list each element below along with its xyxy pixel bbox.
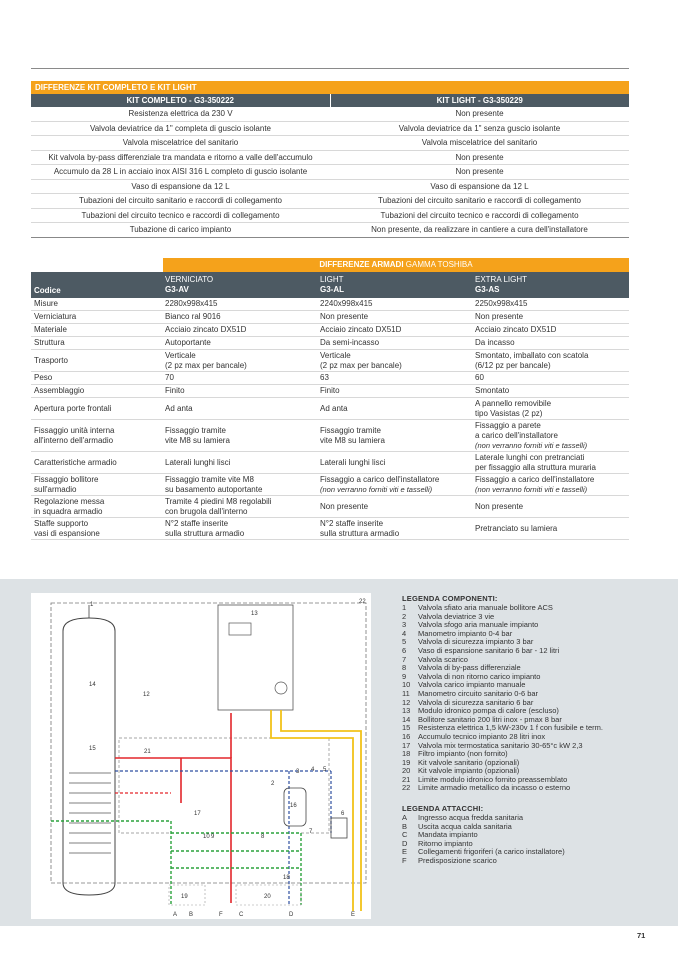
label-22: 22 xyxy=(359,599,366,605)
legend-item-key: 20 xyxy=(402,766,411,776)
connection-f: F xyxy=(219,912,223,918)
cell-line: Da incasso xyxy=(475,338,515,347)
row-label xyxy=(31,404,163,414)
legend-item-text: Valvola di sicurezza impianto 3 bar xyxy=(418,637,534,647)
top-rule xyxy=(31,68,629,69)
column-header-kit-completo: KIT COMPLETO - G3-350222 xyxy=(31,94,331,107)
table-row xyxy=(31,107,629,122)
connection-c: C xyxy=(239,912,244,918)
legend-item-key: 19 xyxy=(402,757,411,767)
legend-item-text: Manometro impianto 0-4 bar xyxy=(418,628,513,638)
legend-item-text: Limite modulo idronico fornito preassemblato xyxy=(418,774,568,784)
row-label xyxy=(31,475,163,495)
label-5: 5 xyxy=(323,767,327,773)
cell-line: Laterali lunghi lisci xyxy=(320,457,386,467)
row-label xyxy=(31,325,163,335)
cell-line: A pannello removibile xyxy=(475,398,552,408)
table-row xyxy=(31,398,629,420)
table-cell: Non presente, da realizzare in cantiere a cura dell'installatore xyxy=(371,225,588,234)
label-1: 1 xyxy=(90,602,94,608)
row-label-line: Staffe supporto xyxy=(34,518,89,528)
row-label-line: Misure xyxy=(34,299,59,308)
cell-line: per fissaggio alla struttura muraria xyxy=(475,462,596,472)
label-3: 3 xyxy=(296,769,300,775)
table-cell xyxy=(473,475,629,495)
legend-item-key: 13 xyxy=(402,706,411,716)
legend-item-key: 6 xyxy=(402,645,407,655)
legend-item-key: 22 xyxy=(402,783,411,793)
legend-item-key: 4 xyxy=(402,628,407,638)
table-cell xyxy=(163,373,318,383)
legend-item-text: Accumulo tecnico impianto 28 litri inox xyxy=(418,731,546,741)
table-cell: Tubazione di carico impianto xyxy=(129,225,232,234)
table-row xyxy=(31,136,629,151)
table-cell xyxy=(318,519,473,539)
table-cell: Vaso di espansione da 12 L xyxy=(131,181,230,191)
table-cell xyxy=(163,351,318,371)
legend-item-key: 21 xyxy=(402,774,411,784)
cell-line: Non presente xyxy=(320,312,369,321)
table-cell xyxy=(163,338,318,348)
legend-item-key: 16 xyxy=(402,731,411,741)
row-label-line: sull'armadio xyxy=(34,484,77,494)
legend-item-key: F xyxy=(402,856,407,866)
connection-b: B xyxy=(189,912,194,918)
legend-item-text: Valvola carico impianto manuale xyxy=(418,680,526,690)
legend-item-text: Valvola di by-pass differenziale xyxy=(418,663,521,673)
legend-components-title: LEGENDA COMPONENTI: xyxy=(402,594,498,603)
cell-line: Fissaggio a carico dell'installatore xyxy=(320,474,440,484)
table-cell xyxy=(318,351,473,371)
table-cell: Kit valvola by-pass differenziale tra mandata e ritorno a valle dell'accumulo xyxy=(48,152,313,162)
legend-item-text: Resistenza elettrica 1,5 kW-230v 1 f con fusibile e term. xyxy=(418,723,603,733)
table-cell xyxy=(318,426,473,446)
legend-item-text: Kit valvole impianto (opzionali) xyxy=(418,766,520,776)
table-cell xyxy=(163,497,318,517)
cell-line: (2 pz max per bancale) xyxy=(165,360,247,370)
label-16: 16 xyxy=(290,803,297,809)
legend-item-text: Valvola scarico xyxy=(418,654,468,664)
table-cell: Tubazioni del circuito sanitario e raccordi di collegamento xyxy=(79,196,282,205)
row-label xyxy=(31,386,163,396)
label-15: 15 xyxy=(89,746,96,752)
table-header-row xyxy=(31,94,629,107)
cell-line: Fissaggio tramite xyxy=(320,425,381,435)
row-label xyxy=(31,338,163,348)
kit-differences-table xyxy=(31,81,629,238)
cell-line: Bianco ral 9016 xyxy=(165,312,221,321)
legend-item xyxy=(402,857,672,866)
cell-line: Non presente xyxy=(320,501,369,511)
label-6: 6 xyxy=(341,811,345,817)
legend-item-key: 11 xyxy=(402,688,410,698)
column-header-codice: Codice xyxy=(34,286,61,295)
label-14: 14 xyxy=(89,682,96,688)
row-label-line: Trasporto xyxy=(34,355,68,365)
cell-line: Ad anta xyxy=(165,403,193,413)
table-cell: Tubazioni del circuito sanitario e raccordi di collegamento xyxy=(378,196,581,205)
cell-line: 63 xyxy=(320,373,329,382)
row-label-line: Assemblaggio xyxy=(34,386,85,395)
column-header-light: LIGHT G3-AL xyxy=(320,275,344,294)
cell-line: 2240x998x415 xyxy=(320,299,373,308)
cell-line: Finito xyxy=(165,386,185,395)
legend-item-text: Valvola di sicurezza sanitario 6 bar xyxy=(418,697,534,707)
legend-item-text: Ritorno impianto xyxy=(418,838,473,848)
label-8: 8 xyxy=(261,834,265,840)
cell-line: 60 xyxy=(475,373,484,382)
row-label-line: Fissaggio unità interna xyxy=(34,425,115,435)
table-cell: Non presente xyxy=(455,109,504,118)
cell-line: a carico dell'installatore xyxy=(475,430,558,440)
legend-item-text: Mandata impianto xyxy=(418,830,478,840)
cell-line: Fissaggio a parete xyxy=(475,420,541,430)
cell-line: Ad anta xyxy=(320,403,348,413)
heating-coil xyxy=(69,773,111,853)
table-cell xyxy=(318,404,473,414)
connection-a: A xyxy=(173,912,178,918)
table-cell xyxy=(473,299,629,309)
row-label-line: Materiale xyxy=(34,325,67,334)
cell-line: Finito xyxy=(320,386,340,395)
label-7: 7 xyxy=(309,829,313,835)
pipe-flow-red xyxy=(115,713,231,903)
table-cell xyxy=(473,524,629,534)
table-cell xyxy=(318,502,473,512)
cabinet-limit xyxy=(51,603,366,883)
row-label-line: Apertura porte frontali xyxy=(34,403,112,413)
cell-line: 70 xyxy=(165,373,174,382)
dhw-tank xyxy=(63,618,115,895)
row-label-line: Fissaggio bollitore xyxy=(34,474,99,484)
cell-line: Pretranciato su lamiera xyxy=(475,523,558,533)
row-label xyxy=(31,519,163,539)
legend xyxy=(402,594,672,866)
cell-line: (non verranno forniti viti e tasselli) xyxy=(475,484,588,494)
legend-item-text: Valvola sfiato aria manuale bollitore ACS xyxy=(418,603,553,612)
legend-item-key: 3 xyxy=(402,620,407,630)
table-row xyxy=(31,209,629,224)
legend-item-text: Kit valvole sanitario (opzionali) xyxy=(418,757,520,767)
row-label xyxy=(31,426,163,446)
table-cell xyxy=(163,325,318,335)
table-row xyxy=(31,337,629,350)
legend-item-key: 5 xyxy=(402,637,407,647)
table-cell xyxy=(163,386,318,396)
legend-item-key: E xyxy=(402,847,408,857)
legend-item-text: Collegamenti frigoriferi (a carico installatore) xyxy=(418,847,565,857)
cell-line: N°2 staffe inserite xyxy=(320,518,384,528)
table-cell: Non presente xyxy=(455,167,504,176)
row-label-line: vasi di espansione xyxy=(34,528,100,538)
cell-line: Tramite 4 piedini M8 regolabili xyxy=(165,496,272,506)
label-12: 12 xyxy=(143,692,150,698)
row-label-line: all'interno dell'armadio xyxy=(34,435,114,445)
cell-line: Fissaggio tramite xyxy=(165,425,226,435)
table-cell xyxy=(163,519,318,539)
cell-line: sulla struttura armadio xyxy=(165,528,245,538)
cell-line: Acciaio zincato DX51D xyxy=(320,325,402,334)
cell-line: 2280x998x415 xyxy=(165,299,218,308)
label-2: 2 xyxy=(271,781,275,787)
cell-line: Smontato xyxy=(475,386,510,395)
legend-item-key: D xyxy=(402,838,408,848)
legend-item-key: B xyxy=(402,821,408,831)
cell-line: Laterali lunghi lisci xyxy=(165,457,231,467)
row-label-line: Regolazione messa xyxy=(34,496,105,506)
legend-item-text: Valvola deviatrice 3 vie xyxy=(418,611,495,621)
row-label xyxy=(31,299,163,309)
table-cell xyxy=(473,338,629,348)
table-cell xyxy=(318,458,473,468)
cell-line: (non verranno forniti viti e tasselli) xyxy=(475,440,588,450)
table-row xyxy=(31,372,629,385)
row-label-line: in squadra armadio xyxy=(34,506,103,516)
label-17: 17 xyxy=(194,811,201,817)
table-cell xyxy=(473,399,629,419)
table-cell: Valvola deviatrice da 1" senza guscio isolante xyxy=(398,123,561,133)
table-row xyxy=(31,311,629,324)
legend-item-key: 2 xyxy=(402,611,407,621)
legend-item-text: Ingresso acqua fredda sanitaria xyxy=(418,813,524,823)
legend-item-key: 10 xyxy=(402,680,411,690)
row-label xyxy=(31,356,163,366)
cell-line: sulla struttura armadio xyxy=(320,528,400,538)
label-19: 19 xyxy=(181,894,188,900)
legend-item-text: Uscita acqua calda sanitaria xyxy=(418,821,512,831)
table-row xyxy=(31,420,629,452)
table-cell xyxy=(473,312,629,322)
cell-line: Fissaggio tramite vite M8 xyxy=(165,474,254,484)
table-cell xyxy=(163,312,318,322)
legend-item-key: C xyxy=(402,830,408,840)
label-18: 18 xyxy=(283,875,290,881)
legend-item-key: 18 xyxy=(402,749,411,759)
table-cell xyxy=(163,299,318,309)
legend-item-key: 9 xyxy=(402,671,407,681)
table-row xyxy=(31,122,629,137)
connection-d: D xyxy=(289,912,294,918)
table-cell: Valvola deviatrice da 1" completa di guscio isolante xyxy=(89,123,271,133)
table-cell: Non presente xyxy=(455,152,504,162)
cell-line: vite M8 su lamiera xyxy=(165,435,230,445)
table-cell xyxy=(163,475,318,495)
table-cell xyxy=(163,404,318,414)
label-9: 9 xyxy=(211,834,215,840)
table-cell: Valvola miscelatrice del sanitario xyxy=(421,138,538,147)
legend-item-key: 7 xyxy=(402,654,407,664)
table-cell: Resistenza elettrica da 230 V xyxy=(128,109,233,118)
cell-line: (2 pz max per bancale) xyxy=(320,360,402,370)
table-title: DIFFERENZE KIT COMPLETO E KIT LIGHT xyxy=(31,81,629,94)
legend-item xyxy=(402,784,672,793)
row-label xyxy=(31,312,163,322)
table-cell: Tubazioni del circuito tecnico e raccordi di collegamento xyxy=(380,210,579,220)
table-cell: Accumulo da 28 L in acciaio inox AISI 316 L completo di guscio isolante xyxy=(53,167,308,176)
cell-line: Non presente xyxy=(475,312,524,321)
table-cell xyxy=(318,312,473,322)
row-label xyxy=(31,458,163,468)
column-header-verniciato: VERNICIATO G3-AV xyxy=(165,275,214,294)
legend-item-key: 17 xyxy=(402,740,411,750)
row-label-line: Peso xyxy=(34,373,53,382)
table-cell xyxy=(163,426,318,446)
table-row xyxy=(31,350,629,372)
table-cell xyxy=(318,325,473,335)
label-4: 4 xyxy=(311,767,315,773)
row-label xyxy=(31,373,163,383)
table-cell xyxy=(473,386,629,396)
row-label xyxy=(31,497,163,517)
legend-item-key: 14 xyxy=(402,714,411,724)
table-cell xyxy=(473,373,629,383)
table-row xyxy=(31,496,629,518)
hydraulic-schematic xyxy=(31,593,371,919)
table-row xyxy=(31,180,629,195)
table-cell xyxy=(473,421,629,451)
label-13: 13 xyxy=(251,611,258,617)
table-cell: Vaso di espansione da 12 L xyxy=(430,181,529,191)
cell-line: Autoportante xyxy=(165,338,211,347)
legend-connections-title: LEGENDA ATTACCHI: xyxy=(402,804,484,814)
table-row xyxy=(31,324,629,337)
cell-line: Fissaggio a carico dell'installatore xyxy=(475,474,595,484)
table-cell xyxy=(318,386,473,396)
legend-item-text: Vaso di espansione sanitario 6 bar - 12 litri xyxy=(418,645,560,655)
table-cell: Valvola miscelatrice del sanitario xyxy=(122,138,239,147)
table-cell xyxy=(318,299,473,309)
table-cell xyxy=(473,502,629,512)
legend-item-key: 8 xyxy=(402,663,407,673)
label-10: 10 xyxy=(203,834,210,840)
legend-item-key: 1 xyxy=(402,603,407,612)
cell-line: (6/12 pz per bancale) xyxy=(475,360,551,370)
label-21: 21 xyxy=(144,749,151,755)
cell-line: 2250x998x415 xyxy=(475,299,528,308)
row-label-line: Caratteristiche armadio xyxy=(34,457,117,467)
table-row xyxy=(31,474,629,496)
table-cell xyxy=(473,351,629,371)
legend-item-text: Valvola sfogo aria manuale impianto xyxy=(418,620,539,630)
table-cell xyxy=(318,475,473,495)
table-cell xyxy=(318,373,473,383)
legend-item-text: Modulo idronico pompa di calore (escluso) xyxy=(418,706,559,716)
cell-line: Non presente xyxy=(475,501,524,511)
cell-line: (non verranno forniti viti e tasselli) xyxy=(320,484,433,494)
table-row xyxy=(31,385,629,398)
table-cell xyxy=(473,325,629,335)
column-header-kit-light: KIT LIGHT - G3-350229 xyxy=(436,96,523,105)
cell-line: Da semi-incasso xyxy=(320,338,380,347)
legend-item-key: 15 xyxy=(402,723,411,733)
cell-line: Acciaio zincato DX51D xyxy=(475,325,557,334)
table-row xyxy=(31,452,629,474)
cell-line: tipo Vasistas (2 pz) xyxy=(475,408,543,418)
table-row xyxy=(31,518,629,540)
legend-item-text: Bollitore sanitario 200 litri inox - pmax 8 bar xyxy=(418,714,562,724)
legend-item-key: 12 xyxy=(402,697,411,707)
label-20: 20 xyxy=(264,894,271,900)
table-title: DIFFERENZE ARMADI GAMMA TOSHIBA xyxy=(163,258,629,272)
cell-line: su basamento autoportante xyxy=(165,484,263,494)
legend-item-key: A xyxy=(402,813,408,823)
cell-line: Verticale xyxy=(320,350,351,360)
row-label-line: Verniciatura xyxy=(34,312,77,321)
table-cell xyxy=(163,458,318,468)
table-cell xyxy=(318,338,473,348)
cell-line: con brugola dall'interno xyxy=(165,506,248,516)
legend-item-text: Manometro circuito sanitario 0-6 bar xyxy=(418,688,539,698)
column-header-extra-light: EXTRA LIGHT G3-AS xyxy=(475,275,528,294)
cell-line: Smontato, imballato con scatola xyxy=(475,350,589,360)
cell-line: Laterale lunghi con pretranciati xyxy=(475,452,585,462)
table-row xyxy=(31,165,629,180)
cabinet-differences-table xyxy=(31,258,629,540)
cell-line: vite M8 su lamiera xyxy=(320,435,385,445)
page-number: 71 xyxy=(637,931,646,940)
table-row xyxy=(31,298,629,311)
table-cell: Tubazioni del circuito tecnico e raccordi di collegamento xyxy=(81,210,280,220)
cell-line: Acciaio zincato DX51D xyxy=(165,325,247,334)
legend-item-text: Valvola mix termostatica sanitario 30-65°c kW 2,3 xyxy=(418,740,583,750)
legend-item-text: Predisposizione scarico xyxy=(418,856,497,866)
cell-line: N°2 staffe inserite xyxy=(165,518,229,528)
cell-line: Verticale xyxy=(165,350,196,360)
row-label-line: Struttura xyxy=(34,338,65,347)
table-row xyxy=(31,223,629,238)
pipe-return-blue xyxy=(115,771,331,905)
legend-item-text: Filtro impianto (non fornito) xyxy=(418,749,508,759)
legend-item-text: Valvola di non ritorno carico impianto xyxy=(418,671,541,681)
table-row xyxy=(31,151,629,166)
table-header-row xyxy=(31,272,629,298)
table-row xyxy=(31,194,629,209)
table-cell xyxy=(473,453,629,473)
legend-item-text: Limite armadio metallico da incasso o esterno xyxy=(418,783,571,793)
connection-e: E xyxy=(351,912,356,918)
